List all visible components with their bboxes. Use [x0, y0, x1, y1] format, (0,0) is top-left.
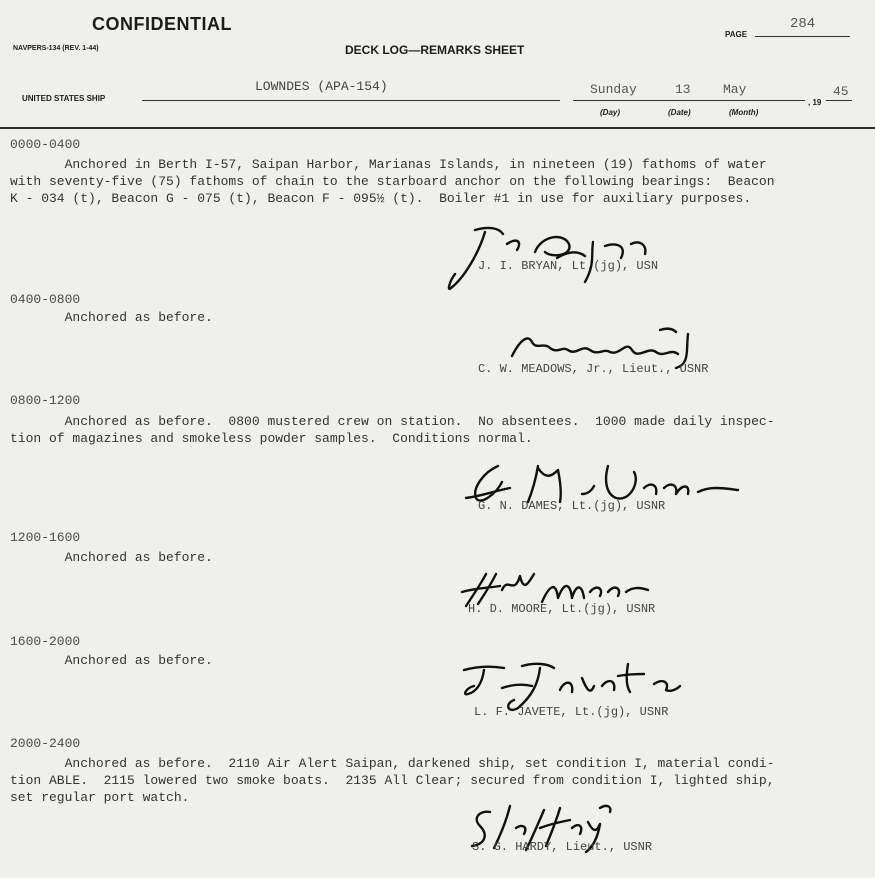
- entry-line: tion of magazines and smokeless powder samples. Conditions normal.: [10, 431, 533, 446]
- page-title: DECK LOG—REMARKS SHEET: [345, 43, 525, 57]
- watch-time: 0800-1200: [10, 393, 81, 408]
- date-line: [573, 100, 805, 101]
- entry-line: tion ABLE. 2115 lowered two smoke boats. 2135 All Clear; secured from condition I, lighted ship,: [10, 773, 775, 788]
- entry-line: set regular port watch.: [10, 790, 190, 805]
- entry-line: Anchored as before.: [10, 310, 213, 325]
- watch-time: 0400-0800: [10, 292, 81, 307]
- watch-time: 0000-0400: [10, 137, 81, 152]
- entry-line: Anchored as before.: [10, 653, 213, 668]
- confidential-stamp: CONFIDENTIAL: [92, 14, 232, 34]
- signature-caption: H. D. MOORE, Lt.(jg), USNR: [468, 602, 656, 616]
- day-value: Sunday: [590, 82, 637, 97]
- ship-label: UNITED STATES SHIP: [22, 94, 106, 103]
- month-value: May: [723, 82, 747, 97]
- month-label: (Month): [729, 108, 759, 117]
- year-line: [826, 100, 852, 101]
- year-value: 45: [833, 84, 849, 99]
- entry-line: with seventy-five (75) fathoms of chain to the starboard anchor on the following bearings: Beacon: [10, 174, 775, 189]
- entry-line: Anchored in Berth I-57, Saipan Harbor, Marianas Islands, in nineteen (19) fathoms of water: [10, 157, 767, 172]
- watch-time: 1600-2000: [10, 634, 81, 649]
- page-label: PAGE: [725, 30, 748, 39]
- page-number: 284: [790, 16, 816, 32]
- header-rule: [0, 127, 875, 129]
- signature-caption: G. N. DAMES, Lt.(jg), USNR: [478, 499, 666, 513]
- form-number: NAVPERS-134 (REV. 1-44): [13, 45, 99, 52]
- signature-caption: C. W. MEADOWS, Jr., Lieut., USNR: [478, 362, 709, 376]
- ship-name: LOWNDES (APA-154): [255, 79, 388, 94]
- signature-caption: S. G. HARDY, Lieut., USNR: [472, 840, 653, 854]
- date-value: 13: [675, 82, 691, 97]
- page-number-line: [755, 36, 850, 37]
- entry-line: Anchored as before. 0800 mustered crew on station. No absentees. 1000 made daily inspec-: [10, 414, 775, 429]
- signature-caption: L. F. JAVETE, Lt.(jg), USNR: [474, 705, 669, 719]
- signature-bryan: [445, 222, 655, 294]
- signature-caption: J. I. BRYAN, Lt.(jg), USN: [478, 259, 659, 273]
- watch-time: 1200-1600: [10, 530, 81, 545]
- date-label: (Date): [668, 108, 691, 117]
- day-label: (Day): [600, 108, 621, 117]
- watch-time: 2000-2400: [10, 736, 81, 751]
- entry-line: Anchored as before.: [10, 550, 213, 565]
- entry-line: Anchored as before. 2110 Air Alert Saipan, darkened ship, set condition I, material condi-: [10, 756, 775, 771]
- year-prefix: , 19: [808, 98, 822, 107]
- entry-line: K - 034 (t), Beacon G - 075 (t), Beacon F - 095½ (t). Boiler #1 in use for auxiliary purposes.: [10, 191, 752, 206]
- ship-name-line: [142, 100, 560, 101]
